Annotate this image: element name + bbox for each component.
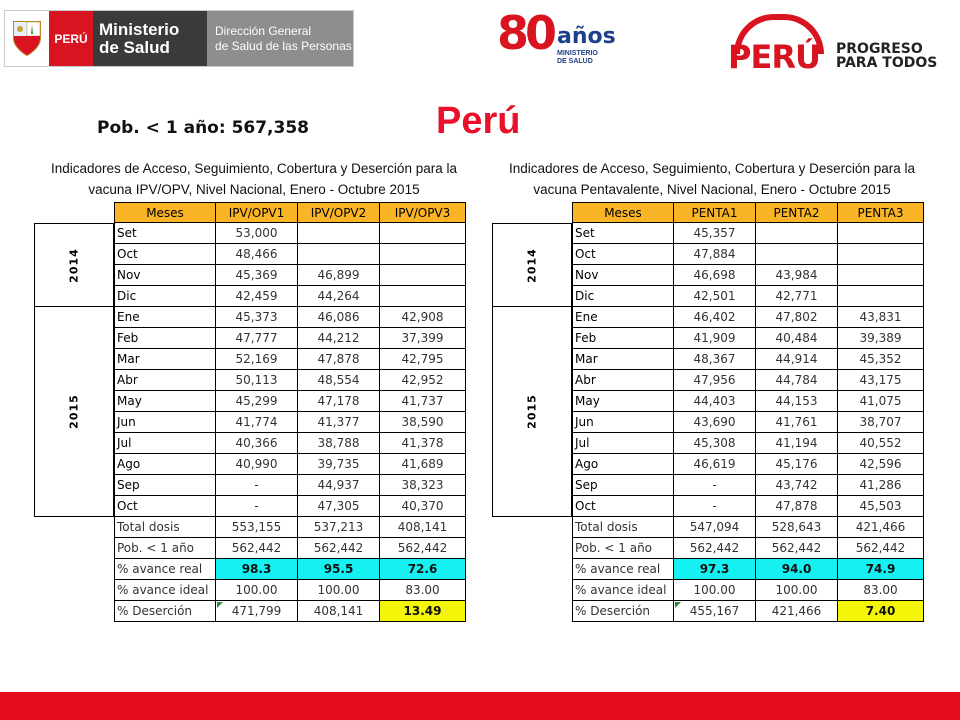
summary-value: 100.00 (216, 580, 298, 601)
summary-spacer (34, 538, 114, 559)
value-cell: 45,352 (838, 349, 924, 370)
table-title (492, 158, 932, 202)
table-title-line2: vacuna IPV/OPV, Nivel Nacional, Enero - Octubre 2015 (88, 182, 420, 197)
value-cell: 42,596 (838, 454, 924, 475)
summary-value: 408,141 (380, 517, 466, 538)
column-header: IPV/OPV2 (298, 202, 380, 223)
value-cell: 41,378 (380, 433, 466, 454)
table-title-line2: vacuna Pentavalente, Nivel Nacional, Enero - Octubre 2015 (533, 182, 891, 197)
summary-value: 471,799 (216, 601, 298, 622)
value-cell: 42,771 (756, 286, 838, 307)
indicator-table (34, 202, 466, 622)
value-cell: 47,178 (298, 391, 380, 412)
table-row (492, 223, 924, 244)
month-cell: Ene (114, 307, 216, 328)
month-cell: Jul (114, 433, 216, 454)
value-cell (380, 286, 466, 307)
anniversary-number: 80 (497, 6, 554, 60)
summary-value: 562,442 (674, 538, 756, 559)
minsa-dir-line1: Dirección General (215, 23, 312, 38)
value-cell: 45,369 (216, 265, 298, 286)
summary-value: 562,442 (838, 538, 924, 559)
month-cell: Dic (114, 286, 216, 307)
value-cell (756, 244, 838, 265)
summary-value: 94.0 (756, 559, 838, 580)
column-header: Meses (114, 202, 216, 223)
value-cell: - (216, 475, 298, 496)
value-cell: 40,366 (216, 433, 298, 454)
value-cell: 45,373 (216, 307, 298, 328)
table-title (34, 158, 474, 202)
summary-label: % Deserción (572, 601, 674, 622)
minsa-logo (4, 10, 354, 67)
month-cell: Abr (114, 370, 216, 391)
summary-spacer (492, 517, 572, 538)
column-header: IPV/OPV1 (216, 202, 298, 223)
value-cell: 44,403 (674, 391, 756, 412)
summary-row (492, 538, 924, 559)
table-header-row (34, 202, 466, 223)
value-cell (380, 223, 466, 244)
value-cell: 41,075 (838, 391, 924, 412)
value-cell: 41,774 (216, 412, 298, 433)
value-cell: 45,357 (674, 223, 756, 244)
peru-progreso-logo (728, 14, 938, 74)
month-cell: Jun (114, 412, 216, 433)
month-cell: Oct (572, 244, 674, 265)
month-cell: Feb (114, 328, 216, 349)
year-cell (34, 223, 114, 307)
summary-value: 7.40 (838, 601, 924, 622)
value-cell (298, 223, 380, 244)
summary-row (492, 559, 924, 580)
value-cell (838, 223, 924, 244)
summary-value: 421,466 (838, 517, 924, 538)
month-cell: Jul (572, 433, 674, 454)
peru-word: PERÚ (728, 38, 820, 76)
month-cell: Sep (572, 475, 674, 496)
summary-spacer (492, 601, 572, 622)
year-cell (492, 307, 572, 517)
summary-row (34, 601, 466, 622)
value-cell: 42,908 (380, 307, 466, 328)
year-cell (34, 307, 114, 517)
value-cell: 42,795 (380, 349, 466, 370)
header-corner (34, 202, 114, 223)
value-cell: 40,552 (838, 433, 924, 454)
summary-value: 537,213 (298, 517, 380, 538)
summary-value: 421,466 (756, 601, 838, 622)
month-cell: Ago (572, 454, 674, 475)
indicator-table (492, 202, 924, 622)
value-cell: 41,909 (674, 328, 756, 349)
value-cell: 42,501 (674, 286, 756, 307)
value-cell: 47,802 (756, 307, 838, 328)
value-cell: 40,484 (756, 328, 838, 349)
month-cell: May (572, 391, 674, 412)
summary-value: 100.00 (756, 580, 838, 601)
summary-row (492, 517, 924, 538)
month-cell: Ene (572, 307, 674, 328)
value-cell (380, 265, 466, 286)
value-cell: 43,690 (674, 412, 756, 433)
value-cell: 41,737 (380, 391, 466, 412)
value-cell: 47,777 (216, 328, 298, 349)
value-cell: 38,323 (380, 475, 466, 496)
summary-row (34, 538, 466, 559)
value-cell: - (674, 496, 756, 517)
value-cell (756, 223, 838, 244)
table-row (34, 307, 466, 328)
summary-value: 98.3 (216, 559, 298, 580)
value-cell: 45,308 (674, 433, 756, 454)
summary-row (492, 580, 924, 601)
pentavalente-panel (492, 158, 932, 622)
value-cell: 43,742 (756, 475, 838, 496)
table-row (34, 223, 466, 244)
summary-row (34, 580, 466, 601)
summary-spacer (492, 538, 572, 559)
summary-label: Pob. < 1 año (114, 538, 216, 559)
summary-value: 97.3 (674, 559, 756, 580)
summary-row (492, 601, 924, 622)
summary-value: 100.00 (674, 580, 756, 601)
value-cell: 46,402 (674, 307, 756, 328)
column-header: PENTA3 (838, 202, 924, 223)
month-cell: Mar (114, 349, 216, 370)
ipv-opv-panel (34, 158, 474, 622)
summary-spacer (34, 580, 114, 601)
anniversary-sub (557, 50, 598, 66)
minsa-name (93, 11, 207, 66)
summary-value: 562,442 (380, 538, 466, 559)
month-cell: Jun (572, 412, 674, 433)
value-cell: 47,884 (674, 244, 756, 265)
value-cell: 42,952 (380, 370, 466, 391)
value-cell (298, 244, 380, 265)
population-label: Pob. < 1 año: 567,358 (97, 118, 309, 138)
month-cell: Abr (572, 370, 674, 391)
summary-spacer (34, 601, 114, 622)
anniversary-sub1: MINISTERIO (557, 50, 598, 57)
summary-spacer (492, 580, 572, 601)
summary-label: % avance ideal (572, 580, 674, 601)
value-cell: 53,000 (216, 223, 298, 244)
value-cell: 48,367 (674, 349, 756, 370)
value-cell: 38,590 (380, 412, 466, 433)
month-cell: Nov (572, 265, 674, 286)
value-cell: 47,956 (674, 370, 756, 391)
value-cell: - (674, 475, 756, 496)
value-cell: 39,389 (838, 328, 924, 349)
value-cell (380, 244, 466, 265)
header-corner (492, 202, 572, 223)
month-cell: Nov (114, 265, 216, 286)
value-cell: 47,878 (298, 349, 380, 370)
peru-slogan (836, 42, 937, 70)
value-cell: 46,899 (298, 265, 380, 286)
summary-value: 455,167 (674, 601, 756, 622)
column-header: Meses (572, 202, 674, 223)
value-cell: 52,169 (216, 349, 298, 370)
month-cell: Oct (572, 496, 674, 517)
summary-value: 562,442 (756, 538, 838, 559)
summary-spacer (34, 559, 114, 580)
summary-label: Total dosis (572, 517, 674, 538)
value-cell: 41,377 (298, 412, 380, 433)
column-header: IPV/OPV3 (380, 202, 466, 223)
year-label: 2014 (525, 247, 539, 283)
value-cell: 43,984 (756, 265, 838, 286)
year-label: 2014 (67, 247, 81, 283)
value-cell: 48,466 (216, 244, 298, 265)
value-cell: 44,153 (756, 391, 838, 412)
summary-value: 95.5 (298, 559, 380, 580)
coat-of-arms-icon (5, 11, 49, 64)
summary-label: % avance real (572, 559, 674, 580)
month-cell: Oct (114, 496, 216, 517)
month-cell: Sep (114, 475, 216, 496)
summary-value: 83.00 (838, 580, 924, 601)
value-cell: 41,689 (380, 454, 466, 475)
minsa-direction (207, 11, 353, 66)
summary-value: 408,141 (298, 601, 380, 622)
peru-slogan2: PARA TODOS (836, 55, 938, 71)
value-cell: 45,503 (838, 496, 924, 517)
table-header-row (492, 202, 924, 223)
summary-label: Total dosis (114, 517, 216, 538)
anniversary-sub2: DE SALUD (557, 58, 593, 65)
value-cell: 45,176 (756, 454, 838, 475)
summary-value: 562,442 (216, 538, 298, 559)
value-cell: 40,370 (380, 496, 466, 517)
value-cell: 46,086 (298, 307, 380, 328)
summary-label: % Deserción (114, 601, 216, 622)
minsa-line2: de Salud (99, 37, 170, 57)
value-cell: 41,194 (756, 433, 838, 454)
value-cell: 46,698 (674, 265, 756, 286)
value-cell: 37,399 (380, 328, 466, 349)
column-header: PENTA2 (756, 202, 838, 223)
table-title-line1: Indicadores de Acceso, Seguimiento, Cobertura y Deserción para la (51, 161, 457, 176)
month-cell: Mar (572, 349, 674, 370)
value-cell: 44,212 (298, 328, 380, 349)
year-label: 2015 (67, 394, 81, 429)
month-cell: Dic (572, 286, 674, 307)
value-cell: 43,831 (838, 307, 924, 328)
summary-value: 553,155 (216, 517, 298, 538)
summary-label: % avance real (114, 559, 216, 580)
value-cell: 39,735 (298, 454, 380, 475)
table-row (492, 307, 924, 328)
value-cell: 38,788 (298, 433, 380, 454)
summary-value: 13.49 (380, 601, 466, 622)
table-title-line1: Indicadores de Acceso, Seguimiento, Cobertura y Deserción para la (509, 161, 915, 176)
year-label: 2015 (525, 394, 539, 429)
month-cell: Set (572, 223, 674, 244)
summary-value: 528,643 (756, 517, 838, 538)
value-cell (838, 286, 924, 307)
summary-row (34, 559, 466, 580)
value-cell: 38,707 (838, 412, 924, 433)
value-cell: 44,784 (756, 370, 838, 391)
value-cell (838, 265, 924, 286)
value-cell: 41,286 (838, 475, 924, 496)
value-cell: 50,113 (216, 370, 298, 391)
value-cell: 47,305 (298, 496, 380, 517)
anniversary-anos: años (557, 24, 616, 49)
column-header: PENTA1 (674, 202, 756, 223)
month-cell: May (114, 391, 216, 412)
value-cell: 45,299 (216, 391, 298, 412)
year-cell (492, 223, 572, 307)
month-cell: Ago (114, 454, 216, 475)
peru-slogan1: PROGRESO (836, 41, 923, 57)
summary-value: 562,442 (298, 538, 380, 559)
value-cell: 43,175 (838, 370, 924, 391)
value-cell: - (216, 496, 298, 517)
value-cell: 44,937 (298, 475, 380, 496)
minsa-line1: Ministerio (99, 19, 180, 39)
summary-value: 100.00 (298, 580, 380, 601)
value-cell: 46,619 (674, 454, 756, 475)
summary-row (34, 517, 466, 538)
value-cell: 40,990 (216, 454, 298, 475)
value-cell (838, 244, 924, 265)
summary-value: 83.00 (380, 580, 466, 601)
month-cell: Feb (572, 328, 674, 349)
minsa-dir-line2: de Salud de las Personas (215, 38, 352, 53)
footer-red-bar (0, 692, 960, 720)
value-cell: 47,878 (756, 496, 838, 517)
country-title: Perú (436, 100, 521, 142)
value-cell: 44,264 (298, 286, 380, 307)
value-cell: 42,459 (216, 286, 298, 307)
summary-value: 547,094 (674, 517, 756, 538)
value-cell: 41,761 (756, 412, 838, 433)
value-cell: 48,554 (298, 370, 380, 391)
summary-value: 72.6 (380, 559, 466, 580)
summary-label: % avance ideal (114, 580, 216, 601)
summary-label: Pob. < 1 año (572, 538, 674, 559)
month-cell: Oct (114, 244, 216, 265)
value-cell: 44,914 (756, 349, 838, 370)
summary-value: 74.9 (838, 559, 924, 580)
month-cell: Set (114, 223, 216, 244)
anniversary-logo (497, 6, 616, 70)
minsa-peru-label: PERÚ (49, 11, 93, 66)
summary-spacer (492, 559, 572, 580)
summary-spacer (34, 517, 114, 538)
